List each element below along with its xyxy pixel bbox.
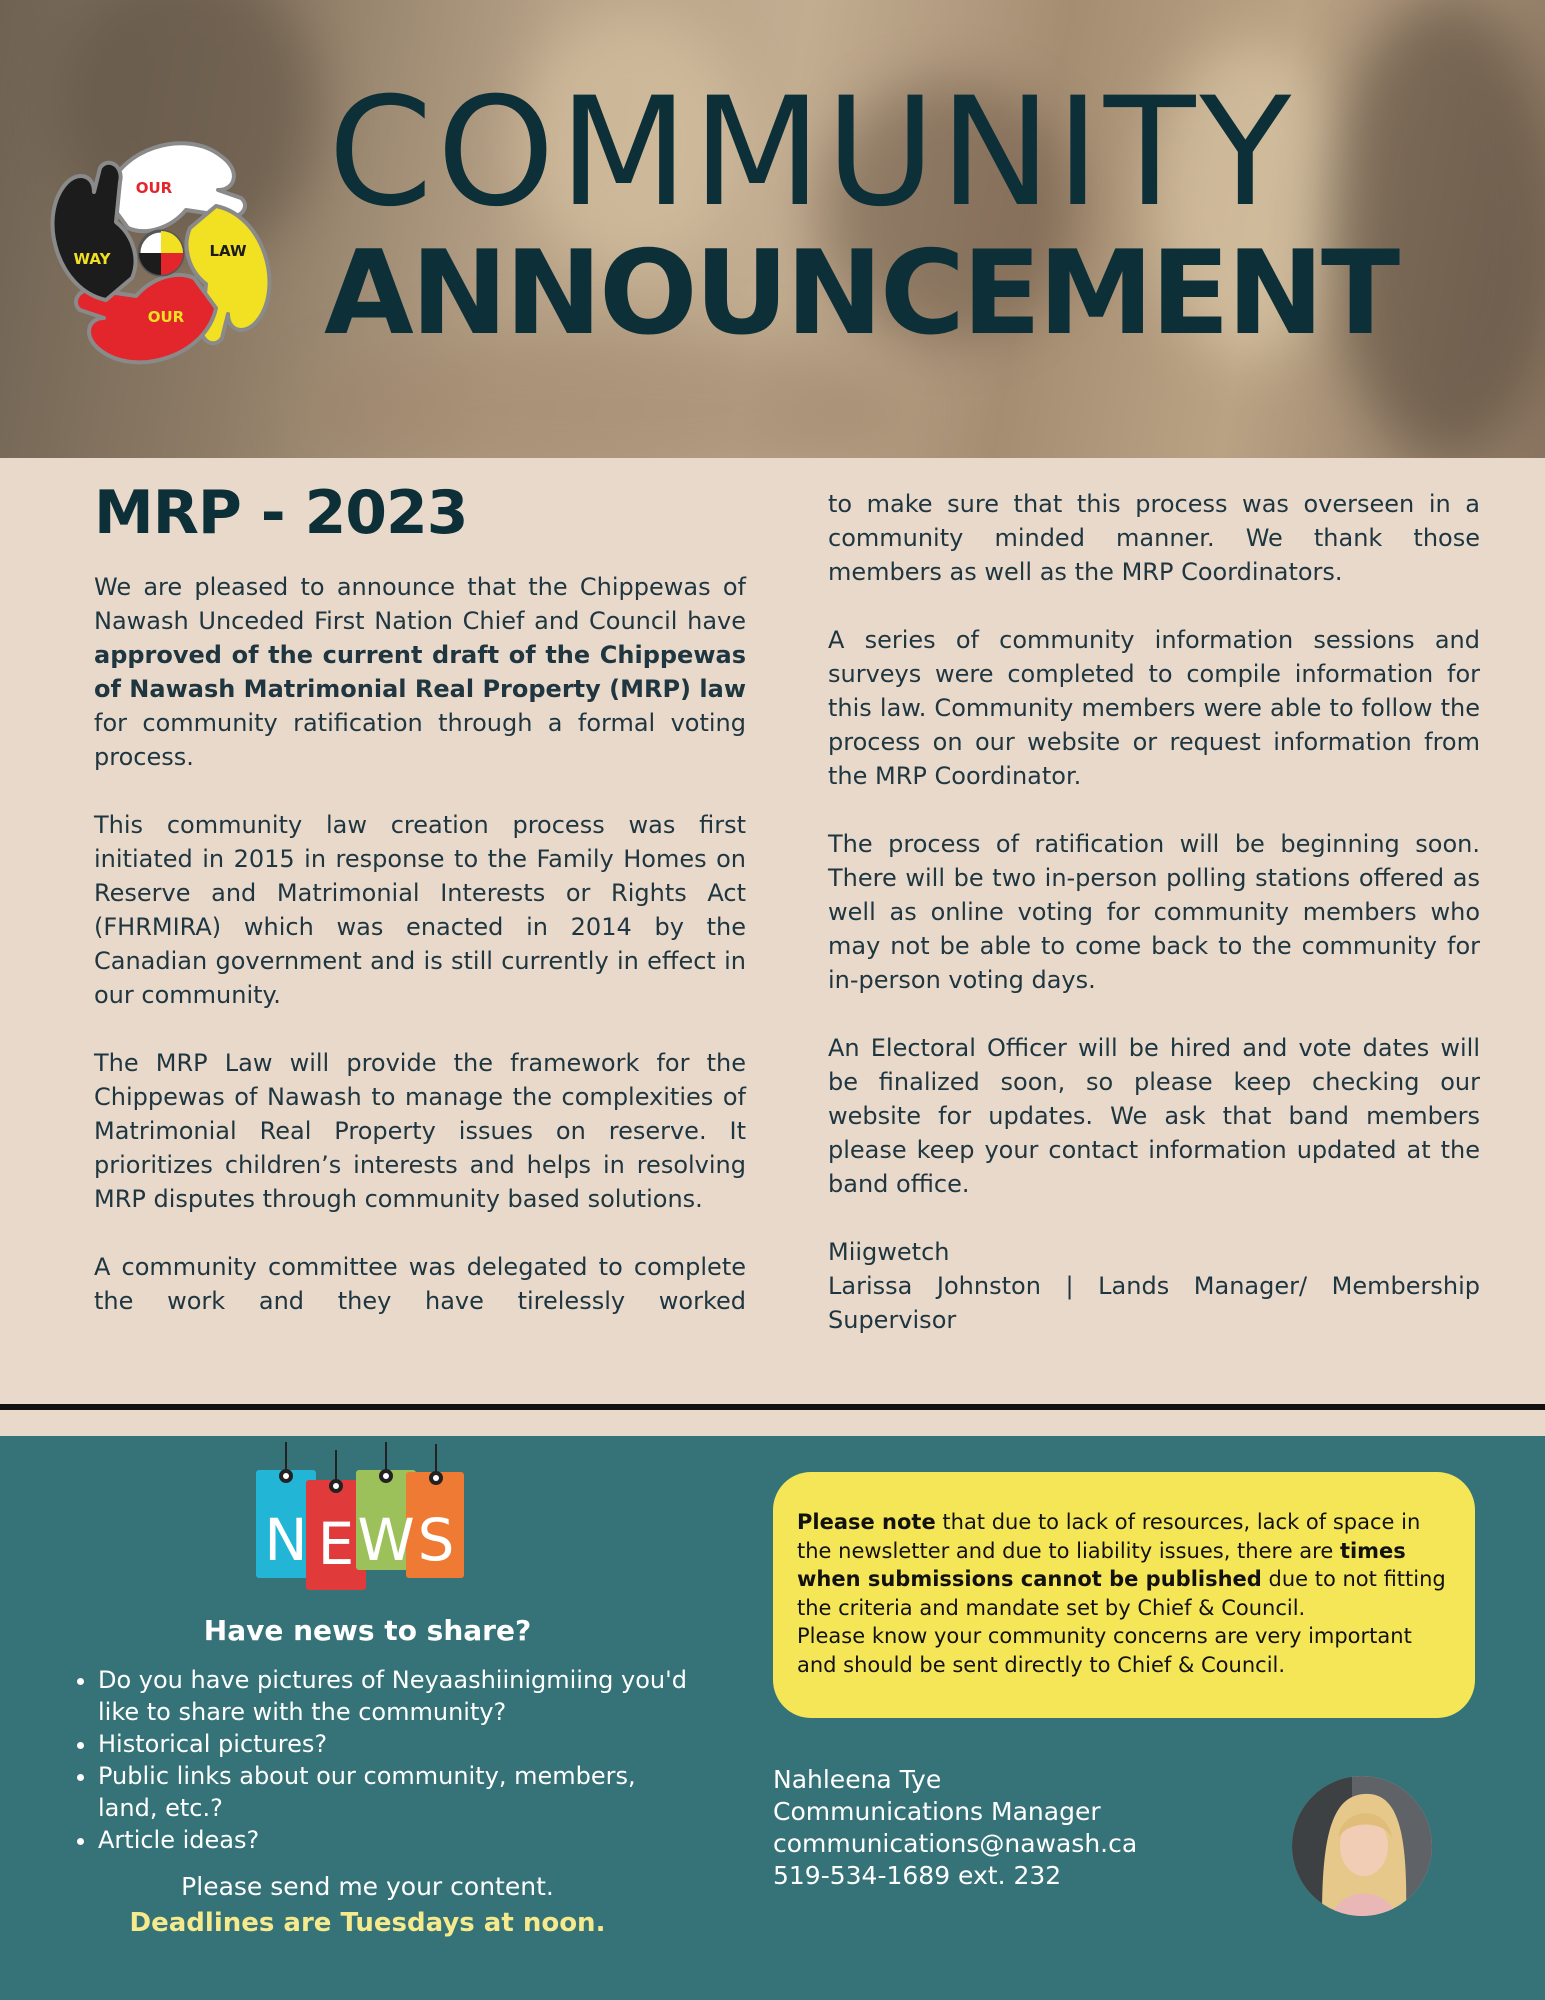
news-section xyxy=(0,1436,1545,2000)
signoff: Miigwetch xyxy=(828,1238,950,1266)
medicine-wheel-icon xyxy=(139,231,183,275)
note-bold: times when submissions cannot be published xyxy=(797,1538,1406,1591)
news-letter: S xyxy=(417,1506,455,1574)
article-paragraph-6: A series of community information sessions and surveys were completed to compile information for this law. Community members were able to follow the process on our website or request information from the MRP Coordinator. xyxy=(828,626,1480,790)
signature-line: Larissa Johnston | Lands Manager/ Membership xyxy=(828,1272,1480,1300)
section-divider xyxy=(0,1404,1545,1410)
signature-block xyxy=(828,1235,1480,1337)
paragraph-bold-text: approved of the current draft of the Chippewas of Nawash Matrimonial Real Property (MRP) law xyxy=(94,641,746,703)
article-paragraph-8: An Electoral Officer will be hired and vote dates will be finalized soon, so please keep checking our website for updates. We ask that band members please keep your contact information updated at the band office. xyxy=(828,1034,1480,1198)
article-title: MRP - 2023 xyxy=(94,478,468,548)
note-bold: Please note xyxy=(797,1510,936,1534)
logo-word-way: WAY xyxy=(73,250,111,268)
article-column-left xyxy=(94,478,746,1352)
contact-name: Nahleena Tye xyxy=(773,1765,942,1794)
news-heading: Have news to share? xyxy=(203,1614,532,1647)
note-box xyxy=(773,1472,1475,1718)
article-paragraph-1 xyxy=(94,570,746,774)
title-announcement: ANNOUNCEMENT xyxy=(324,226,1398,361)
article-column-right xyxy=(828,487,1480,1337)
news-letter: W xyxy=(357,1506,415,1574)
news-letter: N xyxy=(264,1506,308,1574)
four-hands-medicine-wheel-logo xyxy=(36,128,286,378)
header-banner xyxy=(0,0,1545,458)
list-item: • Historical pictures? xyxy=(98,1728,698,1760)
deadline-line: Deadlines are Tuesdays at noon. xyxy=(129,1908,606,1938)
title-community: COMMUNITY xyxy=(328,66,1296,240)
logo-word-our-bottom: OUR xyxy=(147,308,185,326)
article-paragraph-5: to make sure that this process was overseen in a community minded manner. We thank those members as well as the MRP Coordinators. xyxy=(828,490,1480,586)
news-letter: E xyxy=(317,1510,355,1578)
article-paragraph-2: This community law creation process was first initiated in 2015 in response to the Family Homes on Reserve and Matrimonial Interests or Rights Act (FHRMIRA) which was enacted in 2014 by the Canadian government and is still currently in effect in our community. xyxy=(94,811,746,1009)
contact-role: Communications Manager xyxy=(773,1797,1101,1826)
contact-phone: 519-534-1689 ext. 232 xyxy=(773,1861,1062,1890)
note-paragraph xyxy=(797,1508,1453,1622)
note-paragraph-2: Please know your community concerns are very important and should be sent directly to Chief & Council. xyxy=(797,1624,1412,1677)
contact-block xyxy=(773,1764,1137,1892)
list-item: • Public links about our community, members, land, etc.? xyxy=(98,1760,698,1824)
note-text: due to not fitting the criteria and mandate set by Chief & Council. xyxy=(797,1567,1446,1620)
article-paragraph-7: The process of ratification will be beginning soon. There will be two in-person polling stations offered as well as online voting for community members who may not be able to come back to the community for in-person voting days. xyxy=(828,830,1480,994)
logo-word-law: LAW xyxy=(209,242,247,260)
logo-word-our-top: OUR xyxy=(135,179,173,197)
signature-title: Supervisor xyxy=(828,1306,957,1334)
list-item: • Do you have pictures of Neyaashiinigmiing you'd like to share with the community? xyxy=(98,1664,698,1728)
contact-email-link[interactable]: communications@nawash.ca xyxy=(773,1829,1138,1858)
paragraph-text: for community ratification through a formal voting process. xyxy=(94,709,746,771)
avatar xyxy=(1292,1776,1432,1916)
note-text: that due to lack of resources, lack of space in the newsletter and due to liability issues, there are xyxy=(797,1510,1421,1563)
send-content-line: Please send me your content. xyxy=(181,1872,554,1901)
news-list xyxy=(74,1664,698,1856)
news-tags-graphic xyxy=(250,1442,470,1592)
list-item: • Article ideas? xyxy=(98,1824,698,1856)
article-paragraph-4: A community committee was delegated to complete the work and they have tirelessly worked xyxy=(94,1253,746,1315)
article-paragraph-3: The MRP Law will provide the framework for the Chippewas of Nawash to manage the complexities of Matrimonial Real Property issues on reserve. It prioritizes children’s interests and helps in resolving MRP disputes through community based solutions. xyxy=(94,1049,746,1213)
paragraph-text: We are pleased to announce that the Chippewas of Nawash Unceded First Nation Chief and Council have xyxy=(94,573,746,635)
